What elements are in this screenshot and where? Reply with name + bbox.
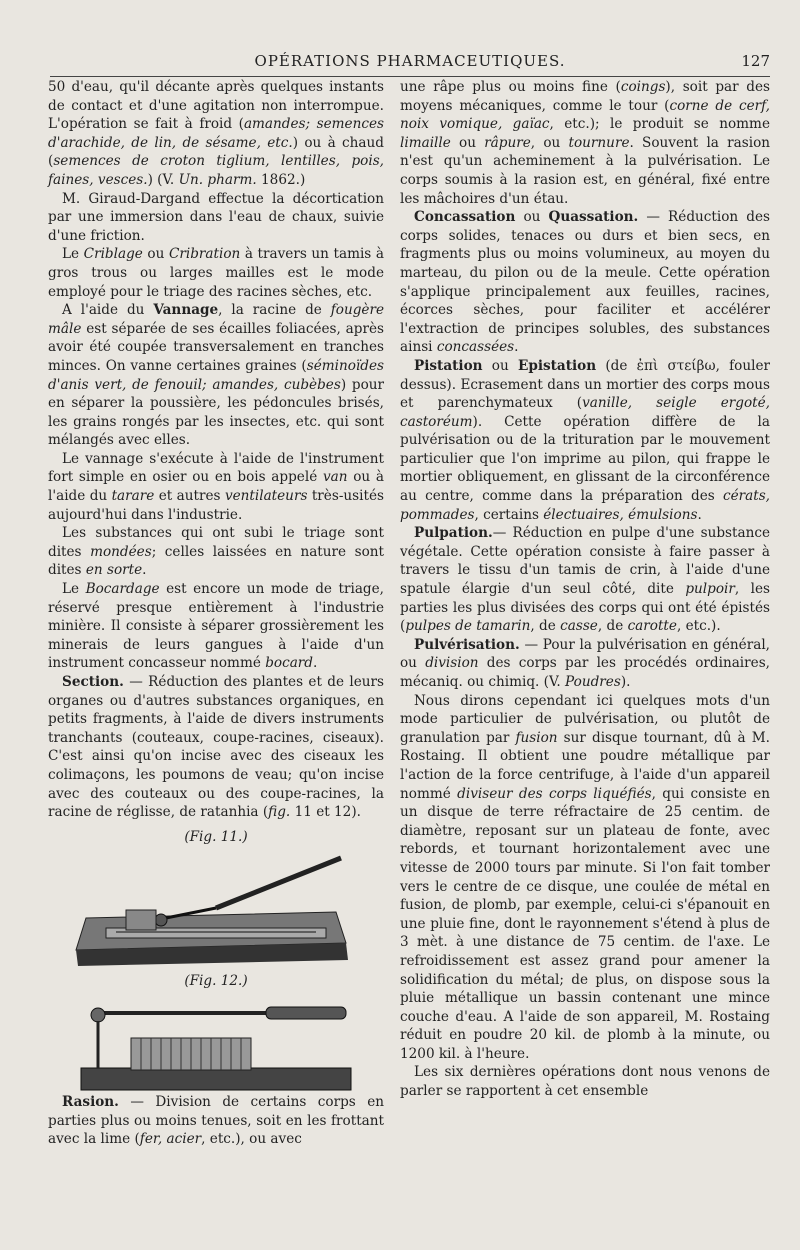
- paragraph-pulpation: Pulpation.— Réduction en pulpe d'une substance végétale. Cette opération consiste à faire passer à travers le tissu d'un tamis de crin, à l'aide d'une spatule élargie d'un seul côté, dite pulpoir, les parties les plus divisées des corps qui ont été épistés (pulpes de tamarin, de casse, de carotte, etc.).: [400, 525, 770, 635]
- paragraph-van: Le vannage s'exécute à l'aide de l'instrument fort simple en osier ou en bois appelé van ou à l'aide du tarare et autres ventilateurs très-usités aujourd'hui dans l'industrie.: [48, 450, 384, 523]
- paragraph-closing: Les six dernières opérations dont nous venons de parler se rapportent à cet ensemble: [400, 1064, 770, 1100]
- paragraph-pistation: Pistation ou Epistation (de ἐπὶ στείβω, fouler dessus). Ecrasement dans un mortier des corps mous et parenchymateux (vanille, seigle ergoté, castoréum). Cette opération diffère de la pulvérisation ou de la trituration par le mouvement particulier que l'on imprime au pilon, qui frappe le mortier obliquement, en glissant de la circonférence au centre, comme dans la préparation des cérats, pommades, certains électuaires, émulsions.: [400, 357, 770, 523]
- paragraph-giraud: M. Giraud-Dargand effectue la décortication par une immersion dans l'eau de chaux, suivie d'une friction.: [48, 190, 384, 244]
- chopping-knife-illustration: [66, 993, 366, 1093]
- page-title: OPÉRATIONS PHARMACEUTIQUES.: [254, 52, 566, 70]
- paragraph-rostaing: Nous dirons cependant ici quelques mots d'un mode particulier de pulvérisation, ou plutôt de granulation par fusion sur disque tournant, dû à M. Rostaing. Il obtient une poudre métallique par l'action de la force centrifuge, à l'aide d'un appareil nommé diviseur des corps liquéfiés, qui consiste en un disque de terre réfractaire de 25 centim. de diamètre, reposant sur un plateau de fonte, avec rebords, et tournant horizontalement avec une vitesse de 2000 tours par minute. Si l'on fait tomber vers le centre de ce disque, une coulée de métal en fusion, de plomb, par exemple, celui-ci s'épanouit en une pluie fine, dont le rayonnement s'étend à plus de 3 mèt. à une distance de 75 centim. de l'axe. Le refroidissement est assez grand pour amener la solidification du métal; de plus, on dispose sous la pluie métallique un bassin contenant une mince couche d'eau. A l'aide de son appareil, M. Rostaing réduit en poudre 20 kil. de plomb à la minute, ou 1200 kil. à l'heure.: [400, 692, 770, 1062]
- paragraph-section: Section. — Réduction des plantes et de leurs organes ou d'autres substances organiques, en petits fragments, à l'aide de divers instruments tranchants (couteaux, coupe-racines, ciseaux). C'est ainsi qu'on incise avec des ciseaux les colimaçons, les poumons de veau; qu'on incise avec des couteaux ou des coupe-racines, la racine de réglisse, de ratanhia (fig. 11 et 12).: [48, 674, 384, 821]
- root-cutter-illustration: [66, 848, 366, 966]
- running-header: [50, 50, 770, 77]
- paragraph-rasion: Rasion. — Division de certains corps en parties plus ou moins tenues, soit en les frottant avec la lime (fer, acier, etc.), ou avec: [48, 1093, 384, 1148]
- paragraph-decortication: 50 d'eau, qu'il décante après quelques instants de contact et d'une agitation non interrompue. L'opération se fait à froid (amandes; semences d'arachide, de lin, de sésame, etc.) ou à chaud (semences de croton tiglium, lentilles, pois, faines, vesces.) (V. Un. pharm. 1862.): [48, 79, 384, 188]
- paragraph-bocardage: Le Bocardage est encore un mode de triage, réservé presque entièrement à l'industrie minière. Il consiste à séparer grossièrement les minerais de leurs gangues à l'aide d'un instrument concasseur nommé bocard.: [48, 581, 384, 672]
- paragraph-pulverisation: Pulvérisation. — Pour la pulvérisation en général, ou division des corps par les procédés ordinaires, mécaniq. ou chimiq. (V. Poudres).: [400, 636, 770, 690]
- figure-12-caption: (Fig. 12.): [184, 973, 248, 990]
- page-number: 127: [741, 52, 770, 70]
- right-column: [400, 78, 770, 1101]
- left-column: [48, 78, 384, 1149]
- paragraph-vannage: A l'aide du Vannage, la racine de fougère mâle est séparée de ses écailles foliacées, après avoir été coupée transversalement en tranches minces. On vanne certaines graines (séminoïdes d'anis vert, de fenouil; amandes, cubèbes) pour en séparer la poussière, les pédoncules brisés, les grains rongés par les insectes, etc. qui sont mélangés avec elles.: [48, 302, 385, 449]
- paragraph-criblage: Le Criblage ou Cribration à travers un tamis à gros trous ou larges mailles est le mode employé pour le triage des racines sèches, etc.: [48, 246, 384, 300]
- paragraph-concassation: Concassation ou Quassation. — Réduction des corps solides, tenaces ou durs et bien secs, en fragments plus ou moins volumineux, au moyen du marteau, du pilon ou de la meule. Cette opération s'applique principalement aux feuilles, racines, écorces sèches, pour faciliter et accélérer l'extraction de principes solubles, des substances ainsi concassées.: [400, 209, 770, 356]
- paragraph-rasion-cont: une râpe plus ou moins fine (coings), soit par des moyens mécaniques, comme le tour (corne de cerf, noix vomique, gaïac, etc.); le produit se nomme limaille ou râpure, ou tournure. Souvent la rasion n'est qu'un acheminement à la pulvérisation. Le corps soumis à la rasion est, en général, fixé entre les mâchoires d'un étau.: [400, 79, 771, 207]
- figure-11-caption: (Fig. 11.): [184, 828, 248, 845]
- paragraph-mondees: Les substances qui ont subi le triage sont dites mondées; celles laissées en nature sont dites en sorte.: [48, 525, 384, 579]
